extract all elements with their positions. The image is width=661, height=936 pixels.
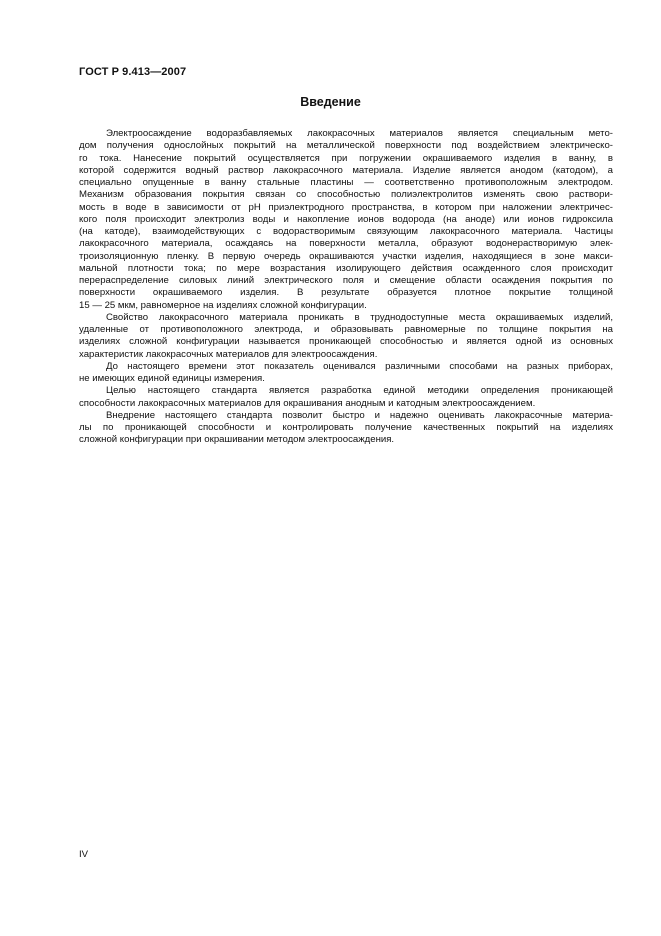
text-line: перераспределение силовых линий электрического поля и смещение области осаждения покрытия по: [79, 275, 613, 286]
text-line: го тока. Нанесение покрытий осуществляется при погружении окрашиваемого изделия в ванну, в: [79, 152, 613, 164]
text-line: специально опущенные в ванну стальные пластины — соответственно противоположным электродом.: [79, 177, 613, 188]
text-line: До настоящего времени этот показатель оценивался различными способами на разных приборах,: [106, 360, 613, 372]
text-line: сложной конфигурации при окрашивании методом электроосаждения.: [79, 434, 395, 446]
text-line: Механизм образования покрытия связан со способностью полиэлектролитов изменять свою раствори-: [79, 189, 613, 201]
text-line: троизоляционную пленку. В первую очередь окрашиваются участки изделия, находящиеся в зоне макси-: [79, 250, 613, 262]
text-line: дом получения однослойных покрытий на металлической поверхности под воздействием электрическо-: [79, 140, 613, 152]
text-line: (на катоде), взаимодействующих с водорастворимым связующим лакокрасочного материала. Частицы: [79, 226, 613, 237]
text-line: лы по проникающей способности и контролировать получение качественных покрытий на изделиях: [79, 422, 613, 433]
text-line: Электроосаждение водоразбавляемых лакокрасочных материалов является специальным мето-: [106, 128, 613, 139]
paragraph: [79, 128, 613, 312]
text-line: способности лакокрасочных материалов для окрашивания анодным и катодным электроосаждением.: [79, 397, 536, 409]
text-line: кого поля происходит электролиз воды и накопление ионов водорода (на аноде) или ионов гидроксила: [79, 213, 613, 225]
text-line: поверхности окрашиваемого изделия. В результате образуется плотное покрытие толщиной: [79, 287, 613, 299]
text-line: Внедрение настоящего стандарта позволит быстро и надежно оценивать лакокрасочные материа-: [106, 409, 613, 421]
text-line: Целью настоящего стандарта является разработка единой методики определения проникающей: [106, 385, 613, 397]
text-line: мость в воде в зависимости от pH приэлектродного пространства, в котором при наложении электричес-: [79, 201, 613, 213]
text-line: лакокрасочного материала, осаждаясь на поверхности металла, образуют водонерастворимую элек-: [79, 238, 613, 250]
paragraph: [79, 312, 613, 361]
page-number: IV: [79, 849, 89, 860]
standard-designation: ГОСТ Р 9.413—2007: [79, 66, 187, 78]
text-line: которой содержится водный раствор лакокрасочного материала. Изделие является анодом (катодом), а: [79, 164, 613, 176]
text-line: изделиях сложной конфигурации называется проникающей способностью и является одной из основных: [79, 336, 613, 348]
paragraph: [79, 410, 613, 447]
text-line: характеристик лакокрасочных материалов для электроосаждения.: [79, 348, 378, 360]
text-line: не имеющих единой единицы измерения.: [79, 373, 265, 384]
body-text: [79, 128, 613, 447]
paragraph: [79, 361, 613, 386]
section-title: Введение: [300, 95, 361, 109]
text-line: 15 — 25 мкм, равномерное на изделиях сложной конфигурации.: [79, 299, 367, 311]
text-line: Свойство лакокрасочного материала проникать в труднодоступные места окрашиваемых изделий,: [106, 311, 613, 323]
text-line: мальной плотности тока; по мере возрастания изолирующего действия осажденного слоя происходит: [79, 262, 613, 274]
text-line: удаленные от противоположного электрода, и образовывать равномерные по толщине покрытия на: [79, 324, 613, 335]
paragraph: [79, 385, 613, 410]
